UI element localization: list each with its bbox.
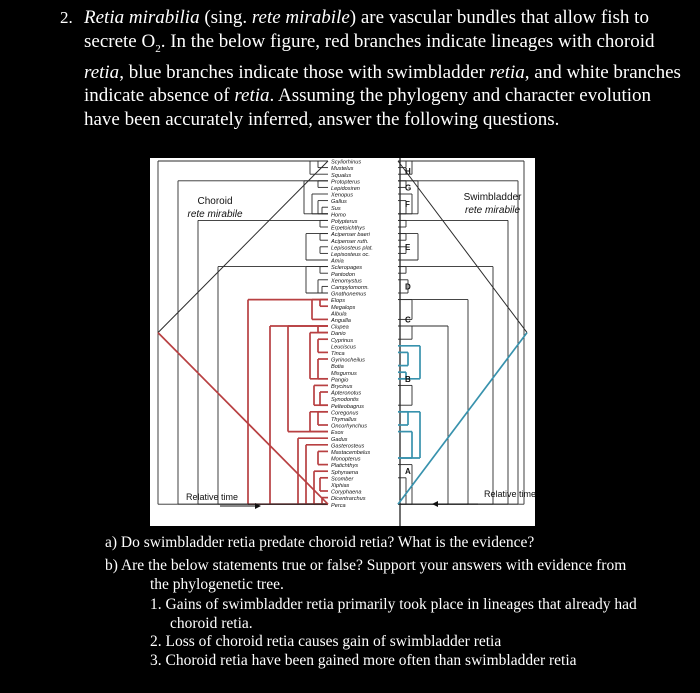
taxon-label: Thymallus [331, 417, 357, 423]
taxon-label: Gadus [331, 436, 348, 443]
taxon-label: Coregonus [331, 410, 359, 417]
question-b-text: Are the below statements true or false? Support your answers with evidence from [120, 557, 627, 574]
taxon-label: Acipenser ruth. [331, 238, 369, 245]
taxon-label: Sphyraena [331, 469, 359, 476]
taxon-label: Albula [331, 311, 347, 318]
taxon-label: Apteronotus [331, 390, 362, 397]
clade-letter: H [405, 166, 411, 176]
taxon-label: Elops [331, 298, 345, 305]
question-b-marker: b) [105, 557, 118, 574]
swimbladder-label: Swimbladder rete mirabile [463, 192, 522, 216]
taxon-label: Mustelus [331, 166, 354, 173]
taxon-label: Leuciscus [331, 344, 356, 351]
left-relative-time: Relative time [185, 492, 239, 502]
taxon-label: Synodontis [331, 397, 359, 404]
statement-2: 2. Loss of choroid retia causes gain of swimbladder retia [150, 633, 502, 650]
taxon-label: Sus [331, 205, 341, 212]
clade-letter: E [405, 242, 411, 252]
question-b-text-continued: the phylogenetic tree. [150, 576, 284, 593]
taxon-label: Xenopus [331, 192, 354, 199]
question-text: Retia mirabilia (sing. rete mirabile) are vascular bundles that allow fish to secrete $O_2$. In the below figure, red branches indicate lineages with choroid retia, blue branches indicate those with swimbladder retia, and white branches indicate absence of retia. Assuming the phylogeny and character evolution have been accurately inferred, answer the following questions. [84, 7, 681, 130]
taxon-label: Danio [331, 331, 346, 338]
taxon-label: Botia [331, 364, 344, 371]
taxon-label: Cyprinus [331, 337, 354, 344]
outer-envelope [158, 333, 328, 505]
taxon-label: Lepidosiren [331, 186, 360, 192]
taxon-label: Amia [331, 258, 344, 265]
taxon-label: Coryphaena [331, 489, 362, 496]
question-b [105, 556, 626, 575]
taxon-label: Acipenser baeri [331, 232, 370, 239]
taxon-label: Pelteobagrus [331, 403, 364, 410]
taxon-label: Clupea [331, 324, 349, 331]
taxon-label: Gyrinocheilus [331, 357, 365, 364]
taxon-label: Erpetoichthys [331, 225, 365, 232]
taxon-label: Monopterus [331, 456, 361, 463]
right-relative-time: Relative time [483, 489, 537, 499]
taxon-label: Campylomorm. [331, 285, 369, 291]
taxon-label: Brycinus [331, 384, 353, 390]
taxon-label: Pantodon [331, 271, 355, 278]
taxon-label: Mastacembelus [331, 450, 371, 456]
o2-subscript: 2 [155, 42, 161, 55]
term-retia-mirabilia: Retia mirabilia [84, 7, 200, 28]
statement-3: 3. Choroid retia have been gained more often than swimbladder retia [150, 652, 577, 669]
phylogeny-figure [150, 158, 535, 526]
taxon-label: Xiphias [331, 483, 350, 489]
choroid-label: Choroid rete mirabile [187, 196, 243, 220]
statement-1-continued: choroid retia. [170, 615, 253, 632]
clade-letter: G [405, 183, 412, 193]
taxon-label: Oncorhynchus [331, 423, 368, 430]
statement-1: 1. Gains of swimbladder retia primarily took place in lineages that already had [150, 596, 637, 613]
taxon-label: Esox [331, 430, 344, 437]
taxon-label: Platichthys [331, 463, 359, 470]
taxon-label: Pangio [331, 377, 349, 384]
taxon-label: Xenomystus [331, 278, 362, 285]
taxon-label: Megalops [331, 304, 356, 311]
taxon-label: Scleropages [331, 265, 363, 272]
question-number: 2. [60, 8, 73, 27]
taxon-label: Homo [331, 212, 346, 219]
taxon-label: Anguilla [331, 318, 351, 324]
taxon-label: Tinca [331, 351, 345, 357]
taxon-label: Scomber [331, 476, 354, 483]
question-a-text: Do swimbladder retia predate choroid retia? What is the evidence? [120, 534, 535, 551]
right-time-arrowhead [432, 501, 438, 507]
clade-letter: C [405, 315, 411, 325]
taxon-label: Protopterus [331, 179, 360, 186]
taxon-label: Misgurnus [331, 370, 357, 377]
taxon-label: Lepisosteus oc. [331, 252, 370, 258]
taxon-label: Dicentrarchus [331, 496, 366, 503]
term-rete-mirabile: rete mirabile [251, 7, 350, 28]
clade-letter: A [405, 467, 411, 477]
question-intro [60, 6, 690, 131]
taxon-label: Gallus [331, 199, 347, 206]
taxon-label: Polypterus [331, 219, 358, 225]
clade-letter: B [405, 374, 411, 384]
taxon-label: Scyliorhinus [331, 159, 362, 166]
clade-letter: D [405, 282, 411, 292]
taxon-label: Perca [331, 502, 346, 509]
taxon-label: Gasterosteus [331, 443, 365, 450]
taxon-label: Lepisosteus plat. [331, 245, 373, 252]
question-a [105, 533, 534, 552]
taxon-label: Gnathonemus [331, 291, 367, 298]
outer-envelope [158, 161, 328, 333]
clade-letter: F [405, 199, 410, 209]
taxon-label: Squalus [331, 172, 352, 179]
question-a-marker: a) [105, 534, 118, 551]
